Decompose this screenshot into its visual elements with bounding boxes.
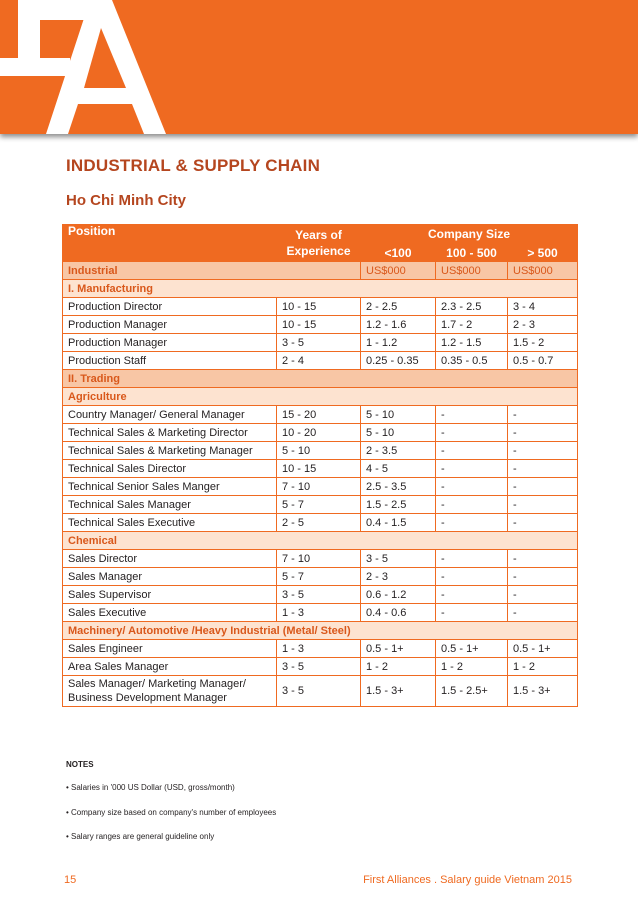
table-row bbox=[63, 352, 578, 370]
table-row bbox=[63, 640, 578, 658]
unit-label: US$000 bbox=[436, 262, 508, 280]
salary-cell: 0.5 - 1+ bbox=[436, 640, 508, 658]
years-cell: 7 - 10 bbox=[277, 550, 361, 568]
position-label: Sales Manager/ Marketing Manager/ Business Development Manager bbox=[68, 678, 246, 704]
salary-cell: 1.5 - 3+ bbox=[361, 676, 436, 707]
position-cell bbox=[63, 316, 277, 334]
salary-cell: - bbox=[436, 568, 508, 586]
group-row bbox=[63, 370, 578, 388]
years-cell: 10 - 15 bbox=[277, 460, 361, 478]
salary-cell: - bbox=[508, 586, 578, 604]
note-item: • Salaries in '000 US Dollar (USD, gross/month) bbox=[66, 783, 235, 792]
table-row bbox=[63, 586, 578, 604]
section-label: Agriculture bbox=[63, 388, 578, 406]
section-label: I. Manufacturing bbox=[63, 280, 578, 298]
years-cell: 5 - 7 bbox=[277, 496, 361, 514]
salary-cell: 1.5 - 2.5 bbox=[361, 496, 436, 514]
salary-cell: 1.5 - 2.5+ bbox=[436, 676, 508, 707]
position-cell bbox=[63, 640, 277, 658]
years-cell: 7 - 10 bbox=[277, 478, 361, 496]
table-row bbox=[63, 406, 578, 424]
header-size-medium: 100 - 500 bbox=[436, 244, 508, 262]
position-label: Technical Sales Executive bbox=[68, 516, 196, 529]
salary-cell: - bbox=[436, 442, 508, 460]
group-label: Industrial bbox=[63, 262, 361, 280]
position-cell bbox=[63, 568, 277, 586]
salary-cell: - bbox=[436, 478, 508, 496]
table-row bbox=[63, 442, 578, 460]
salary-cell: - bbox=[508, 514, 578, 532]
salary-cell: 0.4 - 1.5 bbox=[361, 514, 436, 532]
section-row bbox=[63, 622, 578, 640]
years-cell: 2 - 4 bbox=[277, 352, 361, 370]
note-item: • Company size based on company's number of employees bbox=[66, 808, 277, 817]
unit-label: US$000 bbox=[361, 262, 436, 280]
salary-table-body bbox=[63, 262, 578, 707]
salary-cell: 1 - 2 bbox=[361, 658, 436, 676]
position-label: Technical Sales Manager bbox=[68, 498, 191, 511]
group-label: II. Trading bbox=[63, 370, 578, 388]
years-cell: 3 - 5 bbox=[277, 334, 361, 352]
table-row bbox=[63, 550, 578, 568]
salary-cell: 1 - 2 bbox=[436, 658, 508, 676]
table-row bbox=[63, 514, 578, 532]
years-cell: 10 - 20 bbox=[277, 424, 361, 442]
salary-cell: - bbox=[436, 604, 508, 622]
notes-title: NOTES bbox=[66, 760, 94, 769]
position-label: Sales Supervisor bbox=[68, 588, 152, 601]
city-subtitle: Ho Chi Minh City bbox=[66, 192, 186, 209]
salary-cell: - bbox=[436, 460, 508, 478]
header-size-large: > 500 bbox=[508, 244, 578, 262]
salary-cell: 2.3 - 2.5 bbox=[436, 298, 508, 316]
salary-cell: 1.2 - 1.5 bbox=[436, 334, 508, 352]
years-cell: 1 - 3 bbox=[277, 640, 361, 658]
salary-cell: - bbox=[508, 442, 578, 460]
position-label: Technical Sales & Marketing Director bbox=[68, 426, 248, 439]
position-label: Technical Sales & Marketing Manager bbox=[68, 444, 253, 457]
header-size-small: <100 bbox=[361, 244, 436, 262]
salary-cell: 4 - 5 bbox=[361, 460, 436, 478]
table-row bbox=[63, 478, 578, 496]
header-years-experience: Years of Experience bbox=[277, 225, 361, 262]
position-cell bbox=[63, 298, 277, 316]
section-row bbox=[63, 532, 578, 550]
header-banner bbox=[0, 0, 638, 134]
position-cell bbox=[63, 352, 277, 370]
salary-cell: 1.5 - 3+ bbox=[508, 676, 578, 707]
years-cell: 5 - 10 bbox=[277, 442, 361, 460]
salary-cell: - bbox=[508, 496, 578, 514]
salary-cell: 1.7 - 2 bbox=[436, 316, 508, 334]
position-label: Production Director bbox=[68, 300, 163, 313]
salary-cell: - bbox=[508, 550, 578, 568]
salary-cell: 5 - 10 bbox=[361, 424, 436, 442]
salary-table bbox=[62, 224, 578, 707]
salary-cell: - bbox=[508, 406, 578, 424]
salary-cell: - bbox=[436, 406, 508, 424]
years-cell: 15 - 20 bbox=[277, 406, 361, 424]
salary-cell: 1.2 - 1.6 bbox=[361, 316, 436, 334]
position-label: Country Manager/ General Manager bbox=[68, 408, 245, 421]
salary-cell: 0.5 - 1+ bbox=[361, 640, 436, 658]
salary-cell: 3 - 4 bbox=[508, 298, 578, 316]
salary-cell: - bbox=[508, 604, 578, 622]
years-cell: 10 - 15 bbox=[277, 298, 361, 316]
position-cell bbox=[63, 514, 277, 532]
position-label: Area Sales Manager bbox=[68, 660, 169, 673]
salary-cell: 3 - 5 bbox=[361, 550, 436, 568]
position-cell bbox=[63, 676, 277, 707]
position-label: Technical Sales Director bbox=[68, 462, 186, 475]
salary-cell: 2 - 3 bbox=[361, 568, 436, 586]
section-label: Machinery/ Automotive /Heavy Industrial (Metal/ Steel) bbox=[63, 622, 578, 640]
position-label: Production Manager bbox=[68, 318, 168, 331]
table-row bbox=[63, 604, 578, 622]
group-row bbox=[63, 262, 578, 280]
salary-cell: - bbox=[436, 514, 508, 532]
salary-cell: - bbox=[436, 496, 508, 514]
salary-cell: 0.5 - 1+ bbox=[508, 640, 578, 658]
position-cell bbox=[63, 550, 277, 568]
page-number: 15 bbox=[64, 874, 77, 886]
position-label: Sales Director bbox=[68, 552, 138, 565]
table-row bbox=[63, 460, 578, 478]
position-label: Technical Senior Sales Manger bbox=[68, 480, 220, 493]
header-position: Position bbox=[63, 225, 277, 262]
section-row bbox=[63, 388, 578, 406]
table-row bbox=[63, 298, 578, 316]
table-row bbox=[63, 568, 578, 586]
position-cell bbox=[63, 460, 277, 478]
salary-cell: 1 - 2 bbox=[508, 658, 578, 676]
table-row bbox=[63, 496, 578, 514]
salary-cell: 0.25 - 0.35 bbox=[361, 352, 436, 370]
position-label: Sales Manager bbox=[68, 570, 142, 583]
salary-cell: 0.35 - 0.5 bbox=[436, 352, 508, 370]
table-row bbox=[63, 658, 578, 676]
salary-cell: 0.6 - 1.2 bbox=[361, 586, 436, 604]
position-cell bbox=[63, 478, 277, 496]
position-label: Sales Executive bbox=[68, 606, 147, 619]
years-cell: 2 - 5 bbox=[277, 514, 361, 532]
table-row bbox=[63, 316, 578, 334]
section-label: Chemical bbox=[63, 532, 578, 550]
table-row bbox=[63, 676, 578, 707]
salary-cell: 5 - 10 bbox=[361, 406, 436, 424]
position-label: Production Staff bbox=[68, 354, 147, 367]
position-cell bbox=[63, 496, 277, 514]
salary-cell: 2 - 3.5 bbox=[361, 442, 436, 460]
position-cell bbox=[63, 658, 277, 676]
salary-cell: 1.5 - 2 bbox=[508, 334, 578, 352]
salary-cell: - bbox=[436, 550, 508, 568]
position-cell bbox=[63, 424, 277, 442]
note-item: • Salary ranges are general guideline only bbox=[66, 832, 215, 841]
years-cell: 3 - 5 bbox=[277, 586, 361, 604]
position-cell bbox=[63, 406, 277, 424]
years-cell: 5 - 7 bbox=[277, 568, 361, 586]
position-cell bbox=[63, 334, 277, 352]
salary-cell: - bbox=[508, 460, 578, 478]
section-row bbox=[63, 280, 578, 298]
header-company-size: Company Size bbox=[361, 225, 578, 244]
page-title: INDUSTRIAL & SUPPLY CHAIN bbox=[66, 156, 321, 175]
table-row bbox=[63, 334, 578, 352]
salary-cell: - bbox=[436, 586, 508, 604]
salary-cell: 0.4 - 0.6 bbox=[361, 604, 436, 622]
salary-cell: 1 - 1.2 bbox=[361, 334, 436, 352]
salary-cell: 2 - 3 bbox=[508, 316, 578, 334]
position-label: Production Manager bbox=[68, 336, 168, 349]
salary-cell: 0.5 - 0.7 bbox=[508, 352, 578, 370]
salary-cell: 2 - 2.5 bbox=[361, 298, 436, 316]
footer-text: First Alliances . Salary guide Vietnam 2015 bbox=[363, 874, 572, 886]
years-cell: 10 - 15 bbox=[277, 316, 361, 334]
salary-cell: - bbox=[508, 568, 578, 586]
salary-cell: - bbox=[508, 478, 578, 496]
position-cell bbox=[63, 604, 277, 622]
table-row bbox=[63, 424, 578, 442]
years-cell: 1 - 3 bbox=[277, 604, 361, 622]
years-cell: 3 - 5 bbox=[277, 676, 361, 707]
salary-cell: - bbox=[436, 424, 508, 442]
position-cell bbox=[63, 586, 277, 604]
salary-cell: - bbox=[508, 424, 578, 442]
position-label: Sales Engineer bbox=[68, 642, 143, 655]
position-cell bbox=[63, 442, 277, 460]
salary-cell: 2.5 - 3.5 bbox=[361, 478, 436, 496]
fa-logo bbox=[0, 0, 175, 134]
unit-label: US$000 bbox=[508, 262, 578, 280]
years-cell: 3 - 5 bbox=[277, 658, 361, 676]
